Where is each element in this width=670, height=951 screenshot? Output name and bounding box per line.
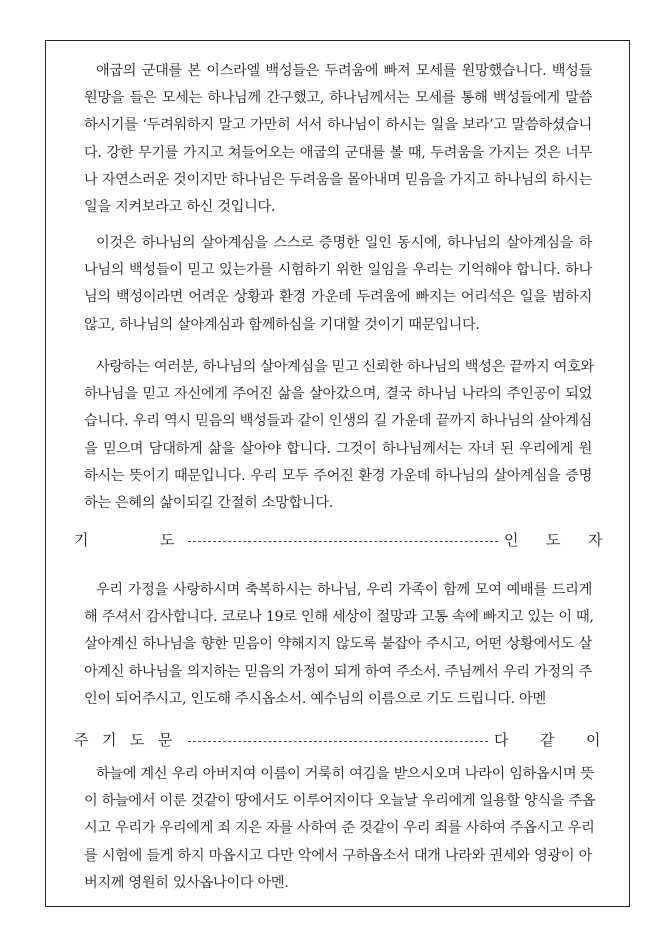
heading-char: 같 (540, 731, 555, 749)
text-line: 일을 지켜보라고 하신 것입니다. (84, 198, 276, 215)
dashed-separator (188, 741, 488, 742)
heading-char: 도 (546, 531, 561, 549)
text-line: 나님의 백성들이 믿고 있는가를 시험하기 위한 일임을 우리는 기억해야 합니다. 하나 (84, 262, 592, 279)
prayer-header (74, 529, 604, 555)
text-line: 을 믿으며 담대하게 삶을 살아야 합니다. 그것이 하나님께서는 자녀 된 우리에게 원 (84, 440, 592, 457)
heading-char: 자 (588, 531, 603, 549)
text-line: 나 자연스러운 것이지만 하나님은 두려움을 몰아내며 믿음을 가지고 하나님의 하시는 (84, 171, 592, 188)
dashed-separator (188, 541, 498, 542)
text-line: 버지께 영원히 있사옵나이다 아멘. (84, 874, 289, 891)
heading-char: 기 (102, 731, 117, 749)
text-line: 님의 백성이라면 어려운 상황과 환경 가운데 두려움에 빠지는 어리석은 일을 범하지 (84, 289, 592, 306)
text-line: 해 주셔서 감사합니다. 코로나 19로 인해 세상이 절망과 고통 속에 빠지고 있는 이 때, (84, 609, 594, 626)
text-line: 아계신 하나님을 의지하는 믿음의 가정이 되게 하여 주소서. 주님께서 우리 가정의 주 (84, 663, 592, 680)
text-line: 하늘에 계신 우리 아버지여 이름이 거룩히 여김을 받으시오며 나라이 임하옵시며 뜻 (96, 766, 594, 782)
text-line: 살아계신 하나님을 향한 믿음이 약해지지 않도록 붙잡아 주시고, 어떤 상황에서도 살 (84, 636, 592, 653)
text-line: 원망을 들은 모세는 하나님께 간구했고, 하나님께서는 모세를 통해 백성들에게 말씀 (84, 90, 592, 107)
text-line: 하나님을 믿고 자신에게 주어진 삶을 살아갔으며, 결국 하나님 나라의 주인공이 되었 (84, 386, 592, 403)
heading-char: 주 (74, 731, 89, 749)
text-line: 않고, 하나님의 살아계심과 함께하심을 기대할 것이기 때문입니다. (84, 316, 480, 333)
prayer-text (84, 577, 592, 713)
text-line: 하는 은혜의 삶이되길 간절히 소망합니다. (84, 494, 333, 511)
text-line: 하시는 뜻이기 때문입니다. 우리 모두 주어진 환경 가운데 하나님의 살아계심을 증명 (84, 467, 592, 484)
text-line: 시고 우리가 우리에게 죄 지은 자를 사하여 준 것같이 우리 죄를 사하여 주옵시고 우리 (84, 820, 595, 837)
heading-char: 이 (586, 731, 601, 749)
sermon-paragraph-1 (84, 58, 592, 221)
heading-char: 문 (158, 731, 173, 749)
heading-char: 도 (130, 731, 145, 749)
text-line: 애굽의 군대를 본 이스라엘 백성들은 두려움에 빠져 모세를 원망했습니다. 백성들 (96, 63, 592, 79)
text-line: 이 하늘에서 이룬 것같이 땅에서도 이루어지이다 오늘날 우리에게 일용할 양식을 주옵 (84, 793, 596, 810)
text-line: 를 시험에 들게 하지 마옵시고 다만 악에서 구하옵소서 대개 나라와 권세와 영광이 아 (84, 847, 592, 864)
text-line: 인이 되어주시고, 인도해 주시옵소서. 예수님의 이름으로 기도 드립니다. 아멘 (84, 690, 546, 707)
lords-prayer-header (74, 729, 604, 755)
text-line: 하시기를 ‘두려워하지 말고 가만히 서서 하나님이 하시는 일을 보라’고 말씀하셨습니 (84, 117, 592, 134)
lords-prayer-text (84, 761, 596, 897)
sermon-paragraph-3 (84, 354, 592, 517)
heading-char: 기 (74, 531, 89, 549)
text-line: 습니다. 우리 역시 믿음의 백성들과 같이 인생의 길 가운데 끝까지 하나님의 살아계심 (84, 413, 592, 430)
heading-char: 인 (504, 531, 519, 549)
heading-char: 도 (160, 531, 175, 549)
text-line: 다. 강한 무기를 가지고 쳐들어오는 애굽의 군대를 볼 때, 두려움을 가지는 것은 너무 (84, 144, 592, 161)
text-line: 사랑하는 여러분, 하나님의 살아계심을 믿고 신뢰한 하나님의 백성은 끝까지 여호와 (96, 359, 594, 375)
sermon-paragraph-2 (84, 230, 592, 339)
text-line: 이것은 하나님의 살아계심을 스스로 증명한 일인 동시에, 하나님의 살아계심을 하 (96, 235, 592, 251)
text-line: 우리 가정을 사랑하시며 축복하시는 하나님, 우리 가족이 함께 모여 예배를 드리게 (96, 582, 592, 598)
heading-char: 다 (494, 731, 509, 749)
